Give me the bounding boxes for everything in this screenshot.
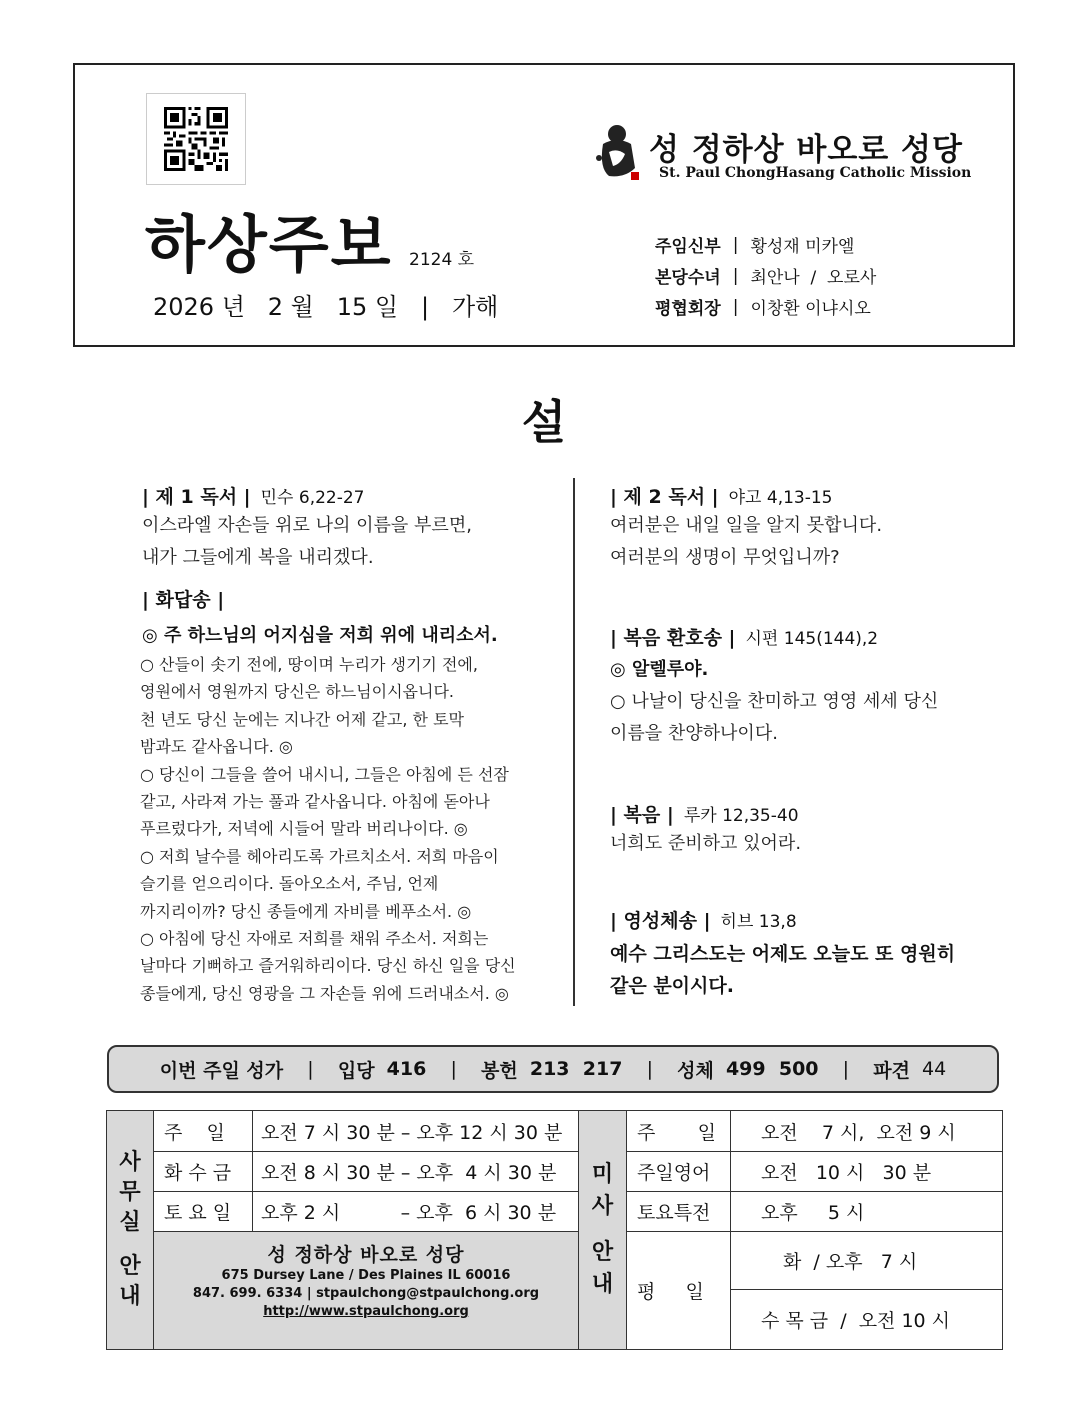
psalm-text xyxy=(140,651,516,1007)
label-char: 내 xyxy=(119,1284,141,1309)
mass-day: 토요특전 xyxy=(627,1192,731,1232)
hymn-bar xyxy=(107,1045,999,1093)
text-line: ○ 저희 날수를 헤아리도록 가르치소서. 저희 마음이 xyxy=(140,846,499,866)
text-line: ○ 아침에 당신 자애로 저희를 채워 주소서. 저희는 xyxy=(140,929,489,949)
separator: | xyxy=(426,1058,482,1080)
staff-role: 주임신부 xyxy=(655,237,721,257)
label-char: 안 xyxy=(119,1254,141,1279)
text-line: 여러분의 생명이 무엇입니까? xyxy=(610,547,840,568)
gospel-text xyxy=(610,828,801,860)
text-line: 슬기를 얻으리이다. 돌아오소서, 주님, 언제 xyxy=(140,874,439,894)
qr-code-icon xyxy=(146,93,246,185)
staff-row-council xyxy=(655,291,876,322)
separator: | xyxy=(732,265,739,286)
communion-hymn-label: 성체 xyxy=(677,1059,714,1082)
text-line: 같은 분이시다. xyxy=(610,975,734,997)
column-divider xyxy=(573,478,575,1006)
alleluia-text xyxy=(610,686,938,750)
office-hours: 오후 2 시 – 오후 6 시 30 분 xyxy=(253,1192,579,1232)
second-reading-heading xyxy=(610,482,833,509)
text-line: 예수 그리스도는 어제도 오늘도 또 영원히 xyxy=(610,943,956,965)
spacer xyxy=(910,1058,922,1080)
staff-list xyxy=(655,229,876,322)
text-line: 너희도 준비하고 있어라. xyxy=(610,833,802,854)
first-reading-label: | 제 1 독서 | xyxy=(142,486,251,508)
text-line: 이스라엘 자손들 위로 나의 이름을 부르면, xyxy=(142,515,472,536)
church-website-link[interactable]: http://www.stpaulchong.org xyxy=(263,1304,469,1319)
dismissal-label: 파견 xyxy=(873,1059,910,1082)
text-line: 내가 그들에게 복을 내리겠다. xyxy=(142,547,374,568)
bulletin-title: 하상주보 xyxy=(145,208,393,281)
church-address: 675 Dursey Lane / Des Plaines IL 60016 xyxy=(221,1268,511,1283)
label-char: 무 xyxy=(119,1180,141,1205)
separator: | xyxy=(622,1058,678,1080)
office-day: 화 수 금 xyxy=(154,1152,253,1192)
separator: | xyxy=(283,1058,338,1080)
office-day: 토 요 일 xyxy=(154,1192,253,1232)
church-name-ko: 성 정하상 바오로 성당 xyxy=(649,132,963,168)
mass-label xyxy=(579,1111,627,1349)
text-line: ○ 산들이 솟기 전에, 땅이며 누리가 생기기 전에, xyxy=(140,655,478,674)
text-line: 푸르렀다가, 저녁에 시들어 말라 버리나이다. ◎ xyxy=(140,819,468,839)
bulletin-header xyxy=(73,63,1015,347)
text-line: ○ 당신이 그들을 쓸어 내시니, 그들은 아침에 든 선잠 xyxy=(140,764,509,784)
offertory-label: 봉헌 xyxy=(481,1059,518,1082)
communion-label: | 영성체송 | xyxy=(610,910,711,932)
offertory-number: 213 217 xyxy=(529,1058,623,1080)
text-line: ○ 나날이 당신을 찬미하고 영영 세세 당신 xyxy=(610,691,939,712)
weekday-mass-time: 화 / 오후 7 시 xyxy=(731,1232,1002,1290)
office-hours: 오전 8 시 30 분 – 오후 4 시 30 분 xyxy=(253,1152,579,1192)
alleluia-label: | 복음 환호송 | xyxy=(610,627,736,649)
separator: | xyxy=(732,234,739,255)
text-line: 영원에서 영원까지 당신은 하느님이시옵니다. xyxy=(140,682,455,702)
church-address-block xyxy=(154,1232,579,1349)
communion-text xyxy=(610,938,955,1002)
spacer xyxy=(714,1058,726,1080)
staff-name: 최안나 / 오로사 xyxy=(750,268,877,288)
text-line: 까지리이까? 당신 종들에게 자비를 베푸소서. ◎ xyxy=(140,901,472,921)
bulletin-date: 2026 년 2 월 15 일 | 가해 xyxy=(153,293,499,321)
alleluia-refrain: ◎ 알렐루야. xyxy=(610,659,709,680)
info-table xyxy=(106,1110,1003,1350)
second-reading-ref: 야고 4,13-15 xyxy=(728,488,833,508)
first-reading-ref: 민수 6,22-27 xyxy=(260,488,365,508)
text-line: 같고, 사라져 가는 풀과 같사옵니다. 아침에 돋아나 xyxy=(140,792,490,812)
staff-name: 황성재 미카엘 xyxy=(750,237,855,257)
first-reading-text xyxy=(142,510,472,574)
dismissal-number: 44 xyxy=(922,1058,947,1080)
church-name-en: St. Paul ChongHasang Catholic Mission xyxy=(659,165,972,181)
first-reading-heading xyxy=(142,482,365,509)
label-char: 미 xyxy=(591,1162,614,1187)
spacer xyxy=(518,1058,530,1080)
spacer xyxy=(375,1058,387,1080)
label-char: 내 xyxy=(591,1272,614,1297)
weekday-mass-label: 평 일 xyxy=(627,1232,731,1349)
office-day: 주 일 xyxy=(154,1111,253,1152)
mass-time: 오후 5 시 xyxy=(731,1192,1002,1232)
text-line: 천 년도 당신 눈에는 지나간 어제 같고, 한 토막 xyxy=(140,709,464,729)
staff-role: 평협회장 xyxy=(655,299,721,319)
text-line: 이름을 찬양하나이다. xyxy=(610,723,778,744)
text-line: 종들에게, 당신 영광을 그 자손들 위에 드러내소서. ◎ xyxy=(140,983,509,1003)
hymn-label: 이번 주일 성가 xyxy=(159,1059,284,1082)
communion-heading xyxy=(610,906,797,933)
office-hours: 오전 7 시 30 분 – 오후 12 시 30 분 xyxy=(253,1111,579,1152)
entrance-number: 416 xyxy=(386,1058,427,1080)
church-contact: 847. 699. 6334 | stpaulchong@stpaulchong.org xyxy=(192,1286,540,1301)
mass-day: 주일영어 xyxy=(627,1152,731,1192)
saint-logo-icon xyxy=(595,122,641,184)
office-label xyxy=(107,1111,154,1349)
psalm-heading xyxy=(142,585,224,612)
entrance-label: 입당 xyxy=(337,1059,375,1082)
text-line: 밤과도 같사옵니다. ◎ xyxy=(140,737,293,757)
text-line: 날마다 기뻐하고 즐거워하리이다. 당신 하신 일을 당신 xyxy=(140,956,516,976)
psalm-label: | 화답송 | xyxy=(142,589,225,611)
mass-time: 오전 7 시, 오전 9 시 xyxy=(731,1111,1002,1152)
separator: | xyxy=(732,296,739,317)
issue-number: 2124 호 xyxy=(409,250,475,270)
staff-row-pastor xyxy=(655,229,876,260)
label-char: 안 xyxy=(591,1240,614,1265)
mass-day: 주 일 xyxy=(627,1111,731,1152)
gospel-ref: 루카 12,35-40 xyxy=(683,806,799,826)
staff-row-sisters xyxy=(655,260,876,291)
gospel-heading xyxy=(610,800,799,827)
text-line: 여러분은 내일 일을 알지 못합니다. xyxy=(610,515,883,536)
communion-hymn-number: 499 500 xyxy=(725,1058,819,1080)
weekday-mass-time: 수 목 금 / 오전 10 시 xyxy=(761,1310,951,1332)
church-name: 성 정하상 바오로 성당 xyxy=(267,1244,465,1266)
staff-name: 이창환 이냐시오 xyxy=(750,299,871,319)
label-char: 사 xyxy=(591,1194,614,1219)
feast-title: 설 xyxy=(521,395,567,449)
gospel-label: | 복음 | xyxy=(610,804,674,826)
label-char: 사 xyxy=(119,1150,141,1175)
staff-role: 본당수녀 xyxy=(655,268,721,288)
label-char: 실 xyxy=(119,1210,141,1235)
alleluia-ref: 시편 145(144),2 xyxy=(745,629,879,649)
psalm-refrain: ◎ 주 하느님의 어지심을 저희 위에 내리소서. xyxy=(142,625,498,646)
mass-time: 오전 10 시 30 분 xyxy=(731,1152,1002,1192)
church-logo xyxy=(595,120,972,190)
communion-ref: 히브 13,8 xyxy=(720,912,797,932)
second-reading-label: | 제 2 독서 | xyxy=(610,486,719,508)
alleluia-heading xyxy=(610,623,878,650)
separator: | xyxy=(818,1058,874,1080)
second-reading-text xyxy=(610,510,882,574)
